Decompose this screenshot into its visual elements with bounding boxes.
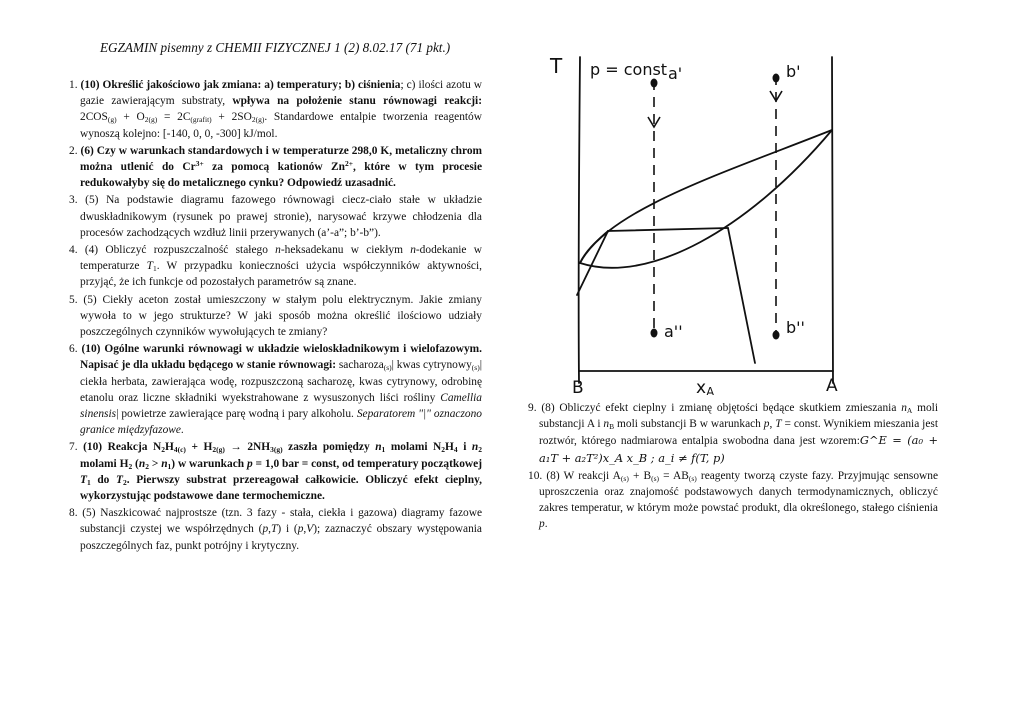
q2-text-3: , które w tym procesie redukowałyby się do metalicznego cynku? Odpowiedź uzasadnić. — [80, 161, 482, 190]
q4-text-3: -dodekanie w temperaturze — [80, 244, 482, 273]
q4-text-4: . W przypadku konieczności użycia współczynników aktywności, przyjąć, że ich funkcje od pozostałych parametrów są znane. — [80, 260, 482, 289]
q10-text: reagenty tworzą czyste fazy. Przyjmując sensowne uproszczenia oraz znajomość podstawowych danych termodynamicznych, obliczyć zakres temperatur, w którym może powstać produkt, dla określonego, stałego ciśnienia — [539, 469, 938, 515]
q5-number: 5. — [69, 293, 84, 306]
q7-sub: 2(g) — [212, 445, 225, 455]
right-solid-boundary — [728, 228, 755, 363]
q10-sub: (s) — [620, 473, 629, 483]
q8-text: ); zaznaczyć obszary występowania poszczególnych faz, punkt potrójny i krytyczny. — [80, 523, 482, 552]
q9-number: 9. — [528, 402, 542, 414]
q7-text: do — [90, 473, 117, 486]
q8-italic: T — [271, 523, 278, 536]
q6-text-4: | powietrze zawierające parę wodną i pary alkoholu. — [116, 408, 357, 421]
q1-text-2: . Standardowe entalpie tworzenia reagentów wynoszą kolejno: [-140, 0, 0, -300] kJ/mol. — [80, 111, 482, 140]
q7-sub: 2 — [161, 445, 165, 455]
q6-text-3: | ciekła herbata, zawierająca wodę, rozpuszczoną sacharozę, kwas cytrynowy, odrobinę etanolu oraz liczne składniki wyekstrahowane z wysuszonych liści rośliny — [80, 359, 482, 404]
q7-text: molami N — [385, 441, 442, 454]
q8-text: ) i ( — [277, 523, 298, 536]
q2-text-1: (6) Czy w warunkach standardowych i w temperaturze 298,0 K, metaliczny chrom można utlenić do Cr — [80, 144, 482, 174]
q1-sub: (g) — [255, 115, 265, 125]
q6-sub: (s) — [383, 363, 392, 373]
q9-italic: n — [901, 402, 907, 414]
q7-text: > — [148, 457, 162, 470]
q7-sub: 2 — [145, 461, 149, 471]
q9-text: moli substancji B w warunkach — [614, 418, 764, 431]
q1-bold-2: wpływa na położenie stanu równowagi reakcji: — [232, 95, 482, 108]
q8-italic: p — [262, 523, 269, 536]
q7-italic: T — [80, 473, 87, 486]
q8-text: , — [268, 523, 271, 536]
question-3 — [62, 192, 482, 241]
q7-sub: 4 — [453, 445, 458, 455]
q3-text: (5) Na podstawie diagramu fazowego równowagi ciecz-ciało stałe w układzie dwuskładnikowym (rysunek po prawej stronie), narysować krzywe chłodzenia dla procesów zachodzących wzdłuż linii przerywanych (a’-a”; b’-b”). — [80, 194, 483, 239]
component-b-label: B — [572, 378, 584, 395]
q1-text-1: ; c) ilości azotu w gazie zawierającym substraty, — [80, 79, 483, 108]
label-a-double-prime: a'' — [664, 322, 683, 341]
q7-text: ( — [132, 457, 139, 470]
q10-sub: (s) — [688, 473, 697, 483]
question-9 — [521, 400, 938, 467]
q1-sub: (g) — [148, 115, 158, 125]
q3-number: 3. — [69, 194, 86, 207]
q1-reaction-3: = 2C — [157, 111, 191, 124]
q1-reaction-1: 2COS — [80, 111, 108, 124]
q7-text: = 1,0 bar = const, od temperatury początkowej — [252, 457, 483, 470]
q6-italic: Camellia sinensis — [80, 391, 482, 421]
left-axis-line — [579, 57, 580, 383]
q9-text: (8) Obliczyć efekt cieplny i zmianę objętości będące skutkiem zmieszania — [541, 402, 902, 414]
q10-text: . — [544, 518, 548, 531]
q6-number: 6. — [69, 343, 82, 356]
right-axis-line — [832, 57, 833, 383]
q7-text: H — [164, 441, 174, 454]
phase-diagram-svg — [528, 45, 858, 395]
x-axis-label: xA — [696, 378, 715, 395]
q7-italic: n — [138, 457, 146, 470]
q1-bold-1: (10) Określić jakościowo jak zmiana: a) temperatury; b) ciśnienia — [80, 79, 401, 91]
q1-number: 1. — [69, 79, 81, 91]
questions-right-column — [521, 400, 938, 534]
q7-text: zaszła pomiędzy — [282, 441, 376, 454]
q6-text-2: | kwas cytrynowy — [391, 359, 472, 372]
q4-sub: 1 — [152, 264, 157, 274]
q7-text: ) w warunkach — [171, 457, 247, 470]
q7-italic: p — [246, 457, 253, 470]
q6-sub: (s) — [471, 363, 480, 373]
q7-sub: 2 — [122, 477, 127, 487]
eutectic-line — [608, 228, 728, 231]
q9-text: , — [769, 418, 776, 431]
q9-text: = const. Wynikiem mieszania jest roztwór, którego nadmiarowa entalpia swobodna dana jest wzorem: — [539, 418, 938, 448]
q1-sub: (g) — [107, 115, 117, 125]
point-b-double-prime — [773, 331, 780, 340]
q7-italic: T — [116, 473, 123, 486]
q7-sub: 2 — [478, 445, 483, 455]
q7-sub: 1 — [381, 445, 386, 455]
exam-title: EGZAMIN pisemny z CHEMII FIZYCZNEJ 1 (2) 8.02.17 (71 pkt.) — [100, 40, 451, 55]
question-8 — [62, 505, 482, 554]
q8-italic: V — [306, 523, 314, 536]
label-a-prime: a' — [668, 64, 683, 83]
q8-text: (5) Naszkicować najprostsze (tzn. 3 fazy - stała, ciekła i gazowa) diagramy fazowe substancji czystej we współrzędnych ( — [80, 507, 482, 536]
q10-text: = AB — [659, 469, 689, 482]
question-7 — [62, 439, 482, 504]
q7-text: (10) Reakcja N — [83, 441, 162, 454]
q4-text-2: -heksadekanu w ciekłym — [280, 244, 411, 257]
q7-text: H — [445, 441, 454, 454]
q7-sub: 3(g) — [270, 445, 283, 455]
q4-italic: n — [275, 244, 281, 257]
q6-bold: (10) Ogólne warunki równowagi w układzie wieloskładnikowym i wielofazowym. Napisać je dla układu będącego w stanie równowagi: — [80, 343, 482, 372]
q7-text: + H — [185, 441, 213, 454]
q6-text-5: . — [180, 424, 184, 437]
q1-sub: 2 — [144, 115, 149, 125]
q7-sub: 2 — [441, 445, 446, 455]
q10-number: 10. — [528, 469, 547, 482]
q7-sub: 4(c) — [173, 445, 186, 455]
q7-italic: n — [375, 441, 382, 454]
questions-left-column — [62, 77, 482, 555]
question-1 — [62, 77, 482, 142]
q7-italic: n — [471, 441, 479, 454]
q1-reaction-4: + 2SO — [211, 111, 252, 124]
diagram-y-axis-label: T — [550, 54, 563, 78]
q7-text: → 2NH — [224, 441, 271, 454]
q2-sup: 2+ — [344, 159, 353, 169]
q6-italic: Separatorem "|" oznaczono granice międzyfazowe — [80, 408, 482, 437]
q10-sub: (s) — [651, 473, 659, 483]
q9-italic: p — [763, 418, 770, 431]
q10-text: + B — [628, 469, 652, 482]
q9-text: moli substancji A i — [539, 402, 938, 431]
question-6 — [62, 341, 482, 438]
q10-italic: p — [539, 518, 545, 531]
q2-text-2: za pomocą kationów Zn — [203, 161, 345, 174]
q9-sub: B — [609, 422, 615, 432]
diagram-condition-label: p = const — [590, 60, 668, 79]
upper-solidus-curve — [580, 130, 832, 268]
label-b-double-prime: b'' — [786, 318, 805, 337]
q6-text-1: sacharoza — [336, 359, 384, 372]
q10-text: (8) W reakcji A — [546, 469, 621, 482]
q7-sub: 1 — [86, 477, 91, 487]
question-4 — [62, 242, 482, 291]
q1-sub: (grafit) — [190, 115, 212, 125]
q4-number: 4. — [69, 244, 85, 257]
component-a-label: A — [826, 376, 838, 395]
label-b-prime: b' — [786, 62, 801, 81]
question-5 — [62, 292, 482, 341]
q9-sub: A — [906, 406, 913, 415]
q1-sub: 2 — [251, 115, 256, 125]
q8-number: 8. — [69, 507, 83, 520]
q9-italic: n — [603, 418, 610, 431]
q7-sub: 2 — [128, 461, 133, 471]
q7-sub: 1 — [167, 461, 172, 471]
q2-sup: 3+ — [195, 159, 204, 169]
q8-italic: p — [297, 523, 304, 536]
q7-number: 7. — [69, 441, 84, 454]
q7-italic: n — [161, 457, 168, 470]
q2-number: 2. — [69, 144, 81, 157]
question-2 — [62, 143, 482, 192]
question-10 — [521, 468, 938, 533]
q1-reaction-2: + O — [116, 111, 145, 124]
q7-text: . Pierwszy substrat przereagował całkowicie. Obliczyć efekt cieplny, wykorzystując podstawowe dane termochemiczne. — [80, 473, 482, 503]
liquidus-curve — [580, 130, 832, 263]
point-a-double-prime — [651, 329, 658, 338]
q8-text: , — [303, 523, 307, 536]
point-b-prime — [773, 74, 780, 83]
q4-text-1: (4) Obliczyć rozpuszczalność stałego — [84, 244, 276, 257]
q4-italic: n — [410, 244, 416, 257]
q5-text: (5) Ciekły aceton został umieszczony w stałym polu elektrycznym. Jakie zmiany wywoła to w jego strukturze? W jaki sposób można określić ilościowo udziały poszczególnych czynników wywołujących te zmiany? — [80, 293, 483, 339]
q4-italic: T — [146, 260, 153, 273]
q7-text: molami H — [80, 457, 129, 470]
point-a-prime — [651, 79, 658, 88]
q7-text: i — [457, 441, 472, 454]
q9-formula: G^E = (a₀ + a₁T + a₂T²)x_A x_B ; a_i ≠ f(T, p) — [539, 433, 938, 465]
q9-italic: T — [775, 418, 782, 431]
phase-diagram — [528, 45, 858, 395]
